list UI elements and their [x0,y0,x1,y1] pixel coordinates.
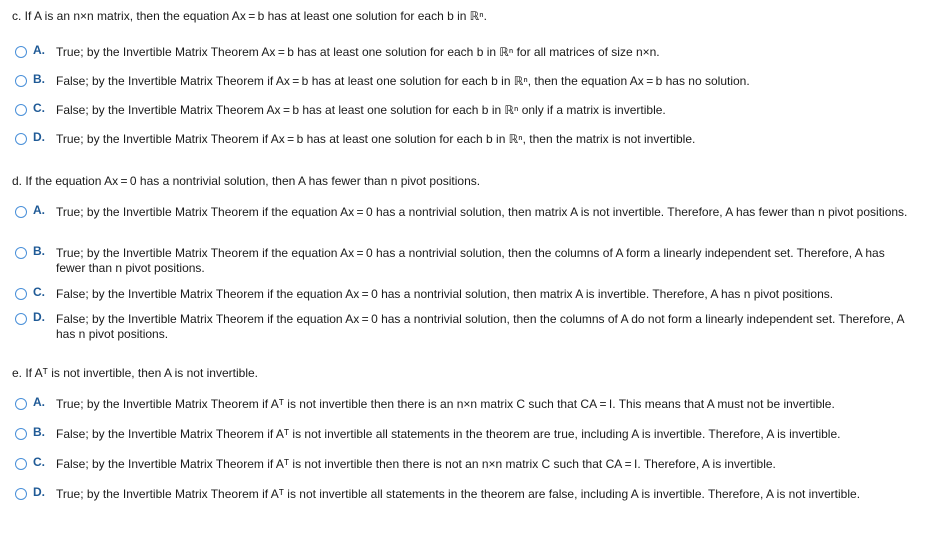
option-letter: D. [33,310,45,324]
radio-button[interactable] [15,398,27,410]
option-letter: B. [33,72,45,86]
radio-button[interactable] [15,104,27,116]
question-c-stem: c. If A is an n×n matrix, then the equation Ax = b has at least one solution for each b in ℝⁿ. [12,9,487,23]
option-text: False; by the Invertible Matrix Theorem if Ax = b has at least one solution for each b in ℝⁿ, then the equation Ax = b has no solution. [56,74,750,88]
radio-button[interactable] [15,206,27,218]
radio-button[interactable] [15,46,27,58]
radio-button[interactable] [15,247,27,259]
radio-button[interactable] [15,488,27,500]
option-letter: B. [33,244,45,258]
radio-button[interactable] [15,133,27,145]
option-text: False; by the Invertible Matrix Theorem if the equation Ax = 0 has a nontrivial solution, then the columns of A do not form a linearly independent set. Therefore, A has n pivot positions. [56,312,904,341]
question-e-stem: e. If Aᵀ is not invertible, then A is not invertible. [12,366,258,380]
option-text: False; by the Invertible Matrix Theorem if Aᵀ is not invertible then there is not an n×n matrix C such that CA = I. Therefore, A is invertible. [56,457,776,471]
option-letter: D. [33,130,45,144]
option-text: True; by the Invertible Matrix Theorem if the equation Ax = 0 has a nontrivial solution, then matrix A is not invertible. Therefore, A has fewer than n pivot positions. [56,205,908,219]
option-text: False; by the Invertible Matrix Theorem if Aᵀ is not invertible all statements in the theorem are true, including A is invertible. Therefore, A is invertible. [56,427,841,441]
radio-button[interactable] [15,288,27,300]
option-letter: B. [33,425,45,439]
option-letter: D. [33,485,45,499]
option-letter: C. [33,101,45,115]
option-text: False; by the Invertible Matrix Theorem if the equation Ax = 0 has a nontrivial solution, then matrix A is invertible. Therefore, A has n pivot positions. [56,287,834,301]
option-letter: A. [33,203,45,217]
option-letter: A. [33,43,45,57]
option-text: False; by the Invertible Matrix Theorem Ax = b has at least one solution for each b in ℝⁿ only if a matrix is invertible. [56,103,666,117]
option-letter: C. [33,455,45,469]
option-text: True; by the Invertible Matrix Theorem if Aᵀ is not invertible all statements in the theorem are false, including A is invertible. Therefore, A is not invertible. [56,487,861,501]
option-text: True; by the Invertible Matrix Theorem if the equation Ax = 0 has a nontrivial solution, then the columns of A form a linearly independent set. Therefore, A has fewer than n pivot positions. [56,246,885,275]
option-text: True; by the Invertible Matrix Theorem if Ax = b has at least one solution for each b in ℝⁿ, then the matrix is not invertible. [56,132,696,146]
option-text: True; by the Invertible Matrix Theorem if Aᵀ is not invertible then there is an n×n matrix C such that CA = I. This means that A must not be invertible. [56,397,835,411]
option-letter: A. [33,395,45,409]
question-d-stem: d. If the equation Ax = 0 has a nontrivial solution, then A has fewer than n pivot positions. [12,174,481,188]
radio-button[interactable] [15,458,27,470]
option-letter: C. [33,285,45,299]
radio-button[interactable] [15,428,27,440]
radio-button[interactable] [15,313,27,325]
option-text: True; by the Invertible Matrix Theorem Ax = b has at least one solution for each b in ℝⁿ for all matrices of size n×n. [56,45,660,59]
radio-button[interactable] [15,75,27,87]
